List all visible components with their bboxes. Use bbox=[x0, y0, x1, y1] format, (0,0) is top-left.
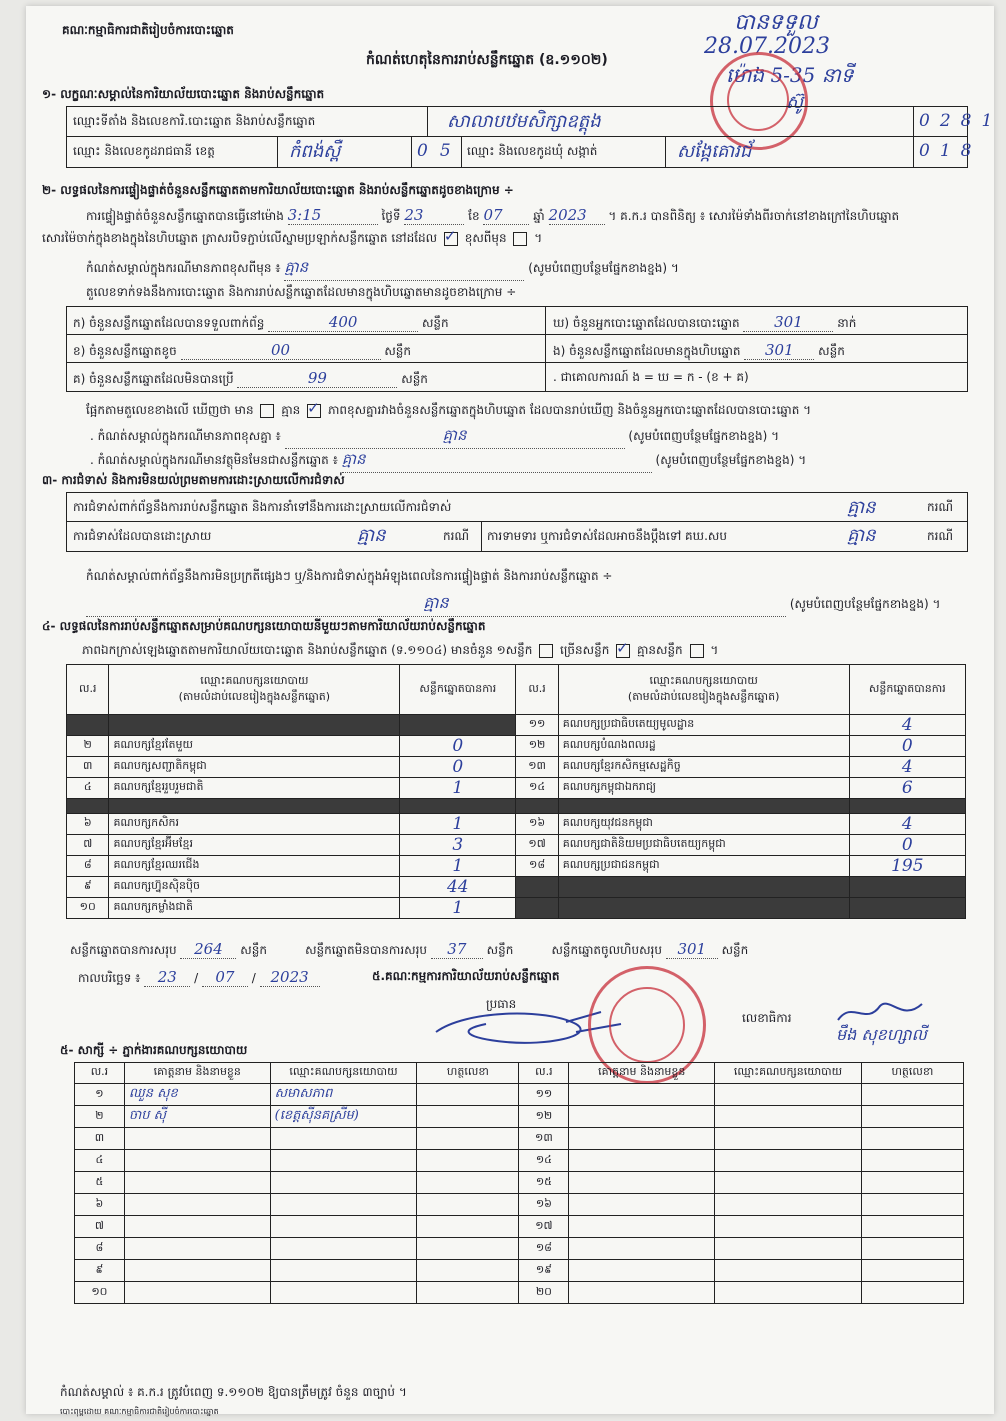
date-line: កាលបរិច្ឆេទ ៖ 23 / 07 / 2023 bbox=[78, 968, 320, 988]
verify-time: 3:15 bbox=[288, 206, 378, 225]
w-col-name: គោត្តនាម និងនាមខ្លួន bbox=[124, 1063, 270, 1084]
witness-signature bbox=[861, 1106, 963, 1128]
receipt-note: បានទទួល bbox=[734, 10, 818, 35]
province-value: កំពង់ស្ពឺ bbox=[289, 141, 341, 162]
witness-row bbox=[75, 1260, 964, 1282]
party-votes: 44 bbox=[400, 877, 516, 898]
witness-party: (ខេត្តស៊ីនគស្រីម) bbox=[270, 1106, 417, 1128]
witness-number: ៣ bbox=[75, 1128, 125, 1150]
witness-party bbox=[270, 1172, 417, 1194]
party-name: គណបក្សប្រជាជនកម្ពុជា bbox=[558, 856, 849, 877]
committee-title: ៥.គណៈកម្មការការិយាល័យរាប់សន្លឹកឆ្នោត bbox=[372, 969, 560, 983]
total-all-value: 301 bbox=[666, 940, 718, 959]
secretary-signature bbox=[832, 992, 932, 1032]
party-number: ៦ bbox=[67, 814, 109, 835]
party-votes bbox=[400, 799, 516, 814]
party-name bbox=[558, 799, 849, 814]
party-name bbox=[558, 877, 849, 898]
section4-heading: ៤- លទ្ធផលនៃការរាប់សន្លឹកឆ្នោតសម្រាប់គណបក្សនយោបាយនីមួយៗតាមការិយាល័យរាប់សន្លឹកឆ្នោត bbox=[42, 619, 486, 633]
party-name: គណបក្សប្រជាធិបតេយ្យមូលដ្ឋាន bbox=[558, 715, 849, 736]
party-votes: 1 bbox=[400, 814, 516, 835]
seal-line: សោរម៉ៃចាក់ក្នុងខាងក្នុងនៃហិបឆ្នោត ត្រាសរបិទភ្ជាប់លើស្នាមប្រឡាក់សន្លឹកឆ្នោត នៅដដែល ✓ ខុសពីមុន ។ bbox=[42, 230, 542, 248]
witness-row bbox=[75, 1172, 964, 1194]
has-difference-checkbox[interactable] bbox=[260, 404, 274, 418]
witness-signature bbox=[417, 1128, 519, 1150]
receipt-date: 28.07.2023 bbox=[704, 34, 830, 59]
witness-signature bbox=[861, 1260, 963, 1282]
witness-party bbox=[715, 1150, 862, 1172]
total-valid-value: 264 bbox=[180, 940, 236, 959]
objection-row1-unit: ករណី bbox=[927, 500, 954, 514]
witness-number: ១៨ bbox=[519, 1238, 569, 1260]
party-number bbox=[516, 877, 558, 898]
party-number: ៩ bbox=[67, 877, 109, 898]
witness-party bbox=[270, 1194, 417, 1216]
witness-number: ២ bbox=[75, 1106, 125, 1128]
w-col-sign-2: ហត្ថលេខា bbox=[861, 1063, 963, 1084]
party-number bbox=[67, 799, 109, 814]
party-name: គណបក្សខ្មែរអ៊ីមខ្មែរ bbox=[109, 835, 400, 856]
witness-row bbox=[75, 1084, 964, 1106]
irregularity-note: កំណត់សម្គាល់ពាក់ព័ន្ធនឹងការមិនប្រក្រតីផ្សេងៗ ឬ/និងការជំទាស់ក្នុងអំឡុងពេលនៃការផ្ទៀងផ្ទាត់ និងការរាប់សន្លឹកឆ្នោត ÷ bbox=[86, 569, 613, 583]
commune-value: សង្កែគោរជ័ bbox=[677, 141, 752, 162]
witness-party: សមាសភាព bbox=[270, 1084, 417, 1106]
chair-label: ប្រធាន bbox=[486, 997, 517, 1011]
party-votes: 0 bbox=[400, 736, 516, 757]
witness-row bbox=[75, 1106, 964, 1128]
figure-c: គ) ចំនួនសន្លឹកឆ្នោតដែលមិនបានប្រើ 99 សន្លឹក bbox=[73, 369, 428, 387]
witness-row bbox=[75, 1128, 964, 1150]
witness-name bbox=[569, 1194, 715, 1216]
party-votes: 4 bbox=[849, 814, 965, 835]
party-name: គណបក្សខ្មែរកសិកម្មសេដ្ឋកិច្ច bbox=[558, 757, 849, 778]
verify-day: 23 bbox=[404, 206, 464, 225]
party-votes bbox=[400, 715, 516, 736]
party-name: គណបក្សសញ្ជាតិកម្ពុជា bbox=[109, 757, 400, 778]
party-number bbox=[67, 715, 109, 736]
figure-e: ង) ចំនួនសន្លឹកឆ្នោតដែលមានក្នុងហិបឆ្នោត 301 សន្លឹក bbox=[553, 341, 845, 359]
party-votes: 1 bbox=[400, 898, 516, 919]
note-difference: . កំណត់សម្គាល់ក្នុងករណីមានភាពខុសគ្នា ៖ គ្មាន (សូមបំពេញបន្ថែមផ្នែកខាងខ្នង) ។ bbox=[90, 426, 779, 449]
witness-number: ៤ bbox=[75, 1150, 125, 1172]
diff-note-line: កំណត់សម្គាល់ក្នុងករណីមានភាពខុសពីមុន ៖ គ្មាន (សូមបំពេញបន្ថែមផ្នែកខាងខ្នង) ។ bbox=[86, 258, 679, 281]
party-name: គណបក្សខ្មែរឈរជើង bbox=[109, 856, 400, 877]
witness-party bbox=[270, 1282, 417, 1304]
witness-party bbox=[715, 1084, 862, 1106]
footnote: កំណត់សម្គាល់ ៖ គ.ក.រ ត្រូវបំពេញ ទ.១១០២ ឱ្យបានត្រឹមត្រូវ ចំនួន ៣ច្បាប់ ។ bbox=[60, 1385, 407, 1399]
witness-party bbox=[715, 1238, 862, 1260]
col-votes-2: សន្លឹកឆ្នោតបានការ bbox=[849, 665, 965, 715]
party-number: ១៤ bbox=[516, 778, 558, 799]
discrepancy-line: ផ្អែកតាមតួលេខខាងលើ ឃើញថា មាន គ្មាន ✓ ភាពខុសគ្នារវាងចំនួនសន្លឹកឆ្នោតក្នុងហិបឆ្នោត ដែលបានរាប់ឃើញ និងចំនួនអ្នកបោះឆ្នោតដែលបានបោះឆ្នោត ។ bbox=[86, 402, 811, 420]
figure-d: ឃ) ចំនួនអ្នកបោះឆ្នោតដែលបានបោះឆ្នោត 301 នាក់ bbox=[553, 313, 857, 331]
w-col-sign: ហត្ថលេខា bbox=[417, 1063, 519, 1084]
witness-signature bbox=[861, 1150, 963, 1172]
w-col-party: ឈ្មោះគណបក្សនយោបាយ bbox=[270, 1063, 417, 1084]
party-name bbox=[109, 799, 400, 814]
result-sheet-line: ភាពឯកក្រាស់ឡេងឆ្នោតតាមការិយាល័យបោះឆ្នោត និងរាប់សន្លឹកឆ្នោត (ទ.១១០៤) មានចំនួន ១សន្លឹក ច្រើនសន្លឹក ✓ គ្មានសន្លឹក ។ bbox=[82, 642, 718, 660]
witness-name bbox=[569, 1084, 715, 1106]
witness-party bbox=[715, 1106, 862, 1128]
section1-box bbox=[66, 106, 1003, 168]
witness-row bbox=[75, 1216, 964, 1238]
witness-signature bbox=[861, 1172, 963, 1194]
witness-signature bbox=[861, 1216, 963, 1238]
objection-appeal-label: ការទាមទារ ឬការជំទាស់ដែលអាចនឹងប្តឹងទៅ គឃ.សប bbox=[487, 529, 727, 543]
witness-signature bbox=[861, 1282, 963, 1304]
verify-year: 2023 bbox=[549, 206, 605, 225]
totals-line: សន្លឹកឆ្នោតបានការសរុប 264 សន្លឹក សន្លឹកឆ្នោតមិនបានការសរុប 37 សន្លឹក សន្លឹកឆ្នោតចូលហិបសរុប 301 សន្លឹក bbox=[70, 940, 749, 958]
party-number: ៧ bbox=[67, 835, 109, 856]
witness-number: ១២ bbox=[519, 1106, 569, 1128]
party-number: ១៨ bbox=[516, 856, 558, 877]
result-row bbox=[67, 778, 966, 799]
witness-party bbox=[270, 1150, 417, 1172]
witness-name bbox=[569, 1260, 715, 1282]
witness-number: ៩ bbox=[75, 1260, 125, 1282]
party-votes: 0 bbox=[849, 736, 965, 757]
verify-month: 07 bbox=[483, 206, 529, 225]
objection-appeal-value: គ្មាន bbox=[847, 525, 876, 546]
figures-intro: តួលេខទាក់ទងនឹងការបោះឆ្នោត និងការរាប់សន្លឹកឆ្នោតដែលមានក្នុងហិបឆ្នោតមានដូចខាងក្រោម ÷ bbox=[86, 285, 517, 299]
party-name: គណបក្សកម្លាំងជាតិ bbox=[109, 898, 400, 919]
same-checkbox[interactable] bbox=[444, 232, 458, 246]
witness-number: ៧ bbox=[75, 1216, 125, 1238]
party-votes: 1 bbox=[400, 778, 516, 799]
party-name: គណបក្សជាតិនិយមប្រជាធិបតេយ្យកម្ពុជា bbox=[558, 835, 849, 856]
witness-name: ចាប ស៊ី bbox=[124, 1106, 270, 1128]
party-number: ៨ bbox=[67, 856, 109, 877]
print-line: បោះពុម្ពដោយ គណៈកម្មាធិការជាតិរៀបចំការបោះឆ្នោត bbox=[60, 1407, 219, 1416]
figures-box bbox=[66, 306, 968, 392]
party-number bbox=[516, 799, 558, 814]
witness-row bbox=[75, 1194, 964, 1216]
w-col-no: ល.រ bbox=[75, 1063, 125, 1084]
party-number: ១៧ bbox=[516, 835, 558, 856]
witness-name bbox=[124, 1128, 270, 1150]
witness-signature bbox=[861, 1194, 963, 1216]
location-label: ឈ្មោះទីតាំង និងលេខការិ.បោះឆ្នោត និងរាប់សន្លឹកឆ្នោត bbox=[73, 114, 316, 128]
objection-resolved-label: ការជំទាស់ដែលបានដោះស្រាយ bbox=[73, 529, 212, 543]
witness-row bbox=[75, 1150, 964, 1172]
witness-name bbox=[569, 1106, 715, 1128]
objection-row1-value: គ្មាន bbox=[847, 497, 876, 518]
form-sheet bbox=[26, 6, 1003, 1416]
w-col-no-2: ល.រ bbox=[519, 1063, 569, 1084]
party-name: គណបក្សហ្វ៊ុនស៊ិនប៉ិច bbox=[109, 877, 400, 898]
many-sheets-checkbox[interactable] bbox=[616, 644, 630, 658]
witness-table bbox=[74, 1062, 964, 1304]
witness-signature bbox=[417, 1260, 519, 1282]
objection-resolved-value: គ្មាន bbox=[357, 525, 386, 546]
party-number: ២ bbox=[67, 736, 109, 757]
witness-signature bbox=[417, 1084, 519, 1106]
result-row bbox=[67, 757, 966, 778]
col-no-2: ល.រ bbox=[516, 665, 558, 715]
witness-signature bbox=[417, 1194, 519, 1216]
w-col-name-2: គោត្តនាម និងនាមខ្លួន bbox=[569, 1063, 715, 1084]
receipt-signature: ស៊ូ bbox=[786, 92, 804, 113]
witness-number: ១៦ bbox=[519, 1194, 569, 1216]
commune-label: ឈ្មោះ និងលេខកូដឃុំ សង្កាត់ bbox=[467, 144, 598, 158]
witness-name bbox=[124, 1150, 270, 1172]
party-number: ១១ bbox=[516, 715, 558, 736]
org-name: គណៈកម្មាធិការជាតិរៀបចំការបោះឆ្នោត bbox=[62, 23, 234, 37]
section3-box bbox=[66, 492, 968, 552]
verify-line: ការផ្ទៀងផ្ទាត់ចំនួនសន្លឹកឆ្នោតបានធ្វើនៅម៉ោង 3:15 ថ្ងៃទី 23 ខែ 07 ឆ្នាំ 2023 ។ គ.ក.រ បានពិនិត្យ ៖ សោរម៉ៃទាំងពីរចាក់នៅខាងក្រៅនៃហិបឆ្នោត bbox=[86, 206, 900, 224]
col-votes: សន្លឹកឆ្នោតបានការ bbox=[400, 665, 516, 715]
witness-name bbox=[569, 1128, 715, 1150]
result-row bbox=[67, 799, 966, 814]
receipt-time: ម៉ោង 5-35 នាទី bbox=[726, 63, 854, 87]
witness-row bbox=[75, 1282, 964, 1304]
witness-party bbox=[715, 1260, 862, 1282]
witness-name bbox=[569, 1216, 715, 1238]
party-number: ៣ bbox=[67, 757, 109, 778]
party-votes: 0 bbox=[849, 835, 965, 856]
witness-party bbox=[270, 1238, 417, 1260]
witness-party bbox=[715, 1282, 862, 1304]
one-sheet-checkbox[interactable] bbox=[539, 644, 553, 658]
result-row bbox=[67, 715, 966, 736]
party-number: ១០ bbox=[67, 898, 109, 919]
witness-number: ១៣ bbox=[519, 1128, 569, 1150]
col-party-2: ឈ្មោះគណបក្សនយោបាយ (តាមលំដាប់លេខរៀងក្នុងសន្លឹកឆ្នោត) bbox=[558, 665, 849, 715]
result-row bbox=[67, 835, 966, 856]
no-difference-checkbox[interactable] bbox=[307, 404, 321, 418]
result-row bbox=[67, 898, 966, 919]
objection-row1: ការជំទាស់ពាក់ព័ន្ធនឹងការរាប់សន្លឹកឆ្នោត និងការនាំទៅនឹងការដោះស្រាយលើការជំទាស់ bbox=[73, 500, 452, 514]
result-row bbox=[67, 877, 966, 898]
witness-name bbox=[124, 1282, 270, 1304]
witness-party bbox=[715, 1128, 862, 1150]
party-name: គណបក្សកម្ពុជាឯករាជ្យ bbox=[558, 778, 849, 799]
party-name bbox=[109, 715, 400, 736]
witness-signature bbox=[417, 1238, 519, 1260]
total-invalid-value: 37 bbox=[431, 940, 483, 959]
witness-number: ១៧ bbox=[519, 1216, 569, 1238]
figure-a: ក) ចំនួនសន្លឹកឆ្នោតដែលបានទទួលពាក់ព័ន្ធ 400 សន្លឹក bbox=[73, 313, 449, 331]
witness-name bbox=[569, 1282, 715, 1304]
objection-appeal-unit: ករណី bbox=[927, 529, 954, 543]
witness-party bbox=[270, 1128, 417, 1150]
witness-number: ១៤ bbox=[519, 1150, 569, 1172]
objection-resolved-unit: ករណី bbox=[443, 529, 470, 543]
witness-signature bbox=[417, 1106, 519, 1128]
witness-name bbox=[124, 1194, 270, 1216]
witness-name: ឈួន សុខ bbox=[124, 1084, 270, 1106]
result-row bbox=[67, 736, 966, 757]
witness-name bbox=[124, 1238, 270, 1260]
location-code: 0281 bbox=[919, 111, 1003, 131]
witness-party bbox=[715, 1194, 862, 1216]
witness-row bbox=[75, 1238, 964, 1260]
party-votes: 1 bbox=[400, 856, 516, 877]
party-votes: 4 bbox=[849, 757, 965, 778]
diff-note-value: គ្មាន bbox=[284, 258, 524, 281]
party-votes bbox=[849, 898, 965, 919]
party-votes: 6 bbox=[849, 778, 965, 799]
witness-party bbox=[715, 1216, 862, 1238]
witness-name bbox=[569, 1172, 715, 1194]
party-number: ១៦ bbox=[516, 814, 558, 835]
figure-formula: . ជាគោលការណ៍ ង = ឃ = ក - (ខ + គ) bbox=[553, 370, 749, 384]
witness-party bbox=[270, 1216, 417, 1238]
col-party: ឈ្មោះគណបក្សនយោបាយ (តាមលំដាប់លេខរៀងក្នុងសន្លឹកឆ្នោត) bbox=[109, 665, 400, 715]
witness-signature bbox=[861, 1128, 963, 1150]
witness-signature bbox=[861, 1084, 963, 1106]
col-no: ល.រ bbox=[67, 665, 109, 715]
secretary-name: មឹង សុខហ្សាលី bbox=[836, 1025, 927, 1044]
figure-b: ខ) ចំនួនសន្លឹកឆ្នោតខូច 00 សន្លឹក bbox=[73, 341, 412, 359]
form-title: កំណត់ហេតុនៃការរាប់សន្លឹកឆ្នោត (ឧ.១១០២) bbox=[366, 52, 608, 68]
section2-heading: ២- លទ្ធផលនៃការផ្ទៀងផ្ទាត់ចំនួនសន្លឹកឆ្នោតតាមការិយាល័យបោះឆ្នោត និងរាប់សន្លឹកឆ្នោតដូចខាងក្រោម ÷ bbox=[42, 183, 514, 197]
witness-number: ១៩ bbox=[519, 1260, 569, 1282]
witness-name bbox=[124, 1216, 270, 1238]
witness-name bbox=[124, 1260, 270, 1282]
party-name: គណបក្សយុវជនកម្ពុជា bbox=[558, 814, 849, 835]
party-name bbox=[558, 898, 849, 919]
witness-number: ៥ bbox=[75, 1172, 125, 1194]
witness-number: ១៥ bbox=[519, 1172, 569, 1194]
commune-code: 018 bbox=[919, 141, 982, 161]
witness-name bbox=[569, 1238, 715, 1260]
witness-number: ១ bbox=[75, 1084, 125, 1106]
province-label: ឈ្មោះ និងលេខកូដរាជធានី ខេត្ត bbox=[73, 144, 215, 158]
party-name: គណបក្សខ្មែររួបរួមជាតិ bbox=[109, 778, 400, 799]
province-code: 05 bbox=[417, 141, 463, 161]
party-number: ១២ bbox=[516, 736, 558, 757]
witness-number: ៦ bbox=[75, 1194, 125, 1216]
secretary-label: លេខាធិការ bbox=[742, 1011, 792, 1025]
witness-number: ២០ bbox=[519, 1282, 569, 1304]
section1-heading: ១- លក្ខណៈសម្គាល់នៃការិយាល័យបោះឆ្នោត និងរាប់សន្លឹកឆ្នោត bbox=[42, 87, 325, 101]
party-votes bbox=[849, 799, 965, 814]
party-name: គណបក្សបំណងពលរដ្ឋ bbox=[558, 736, 849, 757]
witness-signature bbox=[417, 1216, 519, 1238]
result-row bbox=[67, 814, 966, 835]
section5-heading: ៥- សាក្សី ÷ ភ្នាក់ងារគណបក្សនយោបាយ bbox=[60, 1043, 248, 1057]
note-foreign: . កំណត់សម្គាល់ក្នុងករណីមានវត្ថុមិនមែនជាសន្លឹកឆ្នោត ៖ គ្មាន (សូមបំពេញបន្ថែមផ្នែកខាងខ្នង) ។ bbox=[90, 450, 806, 473]
witness-signature bbox=[417, 1282, 519, 1304]
witness-party bbox=[715, 1172, 862, 1194]
party-name: គណបក្សខ្មែរតែមួយ bbox=[109, 736, 400, 757]
witness-signature bbox=[417, 1150, 519, 1172]
location-value: សាលាបឋមសិក្សាឧត្តុង bbox=[447, 111, 601, 132]
witness-name bbox=[124, 1172, 270, 1194]
party-number bbox=[516, 898, 558, 919]
party-votes bbox=[849, 877, 965, 898]
witness-name bbox=[569, 1150, 715, 1172]
party-name: គណបក្សកសិករ bbox=[109, 814, 400, 835]
no-sheet-checkbox[interactable] bbox=[690, 644, 704, 658]
witness-number: ៨ bbox=[75, 1238, 125, 1260]
result-row bbox=[67, 856, 966, 877]
witness-signature bbox=[417, 1172, 519, 1194]
results-table bbox=[66, 664, 966, 919]
party-votes: 0 bbox=[400, 757, 516, 778]
witness-number: ១១ bbox=[519, 1084, 569, 1106]
section3-heading: ៣- ការជំទាស់ និងការមិនយល់ព្រមតាមការដោះស្រាយលើការជំទាស់ bbox=[42, 473, 345, 487]
irregularity-note-line: គ្មាន (សូមបំពេញបន្ថែមផ្នែកខាងខ្នង) ។ bbox=[86, 592, 940, 617]
witness-party bbox=[270, 1260, 417, 1282]
witness-signature bbox=[861, 1238, 963, 1260]
party-number: ១៣ bbox=[516, 757, 558, 778]
witness-number: ១០ bbox=[75, 1282, 125, 1304]
party-votes: 195 bbox=[849, 856, 965, 877]
w-col-party-2: ឈ្មោះគណបក្សនយោបាយ bbox=[715, 1063, 862, 1084]
party-number: ៤ bbox=[67, 778, 109, 799]
different-checkbox[interactable] bbox=[513, 232, 527, 246]
party-votes: 3 bbox=[400, 835, 516, 856]
party-votes: 4 bbox=[849, 715, 965, 736]
